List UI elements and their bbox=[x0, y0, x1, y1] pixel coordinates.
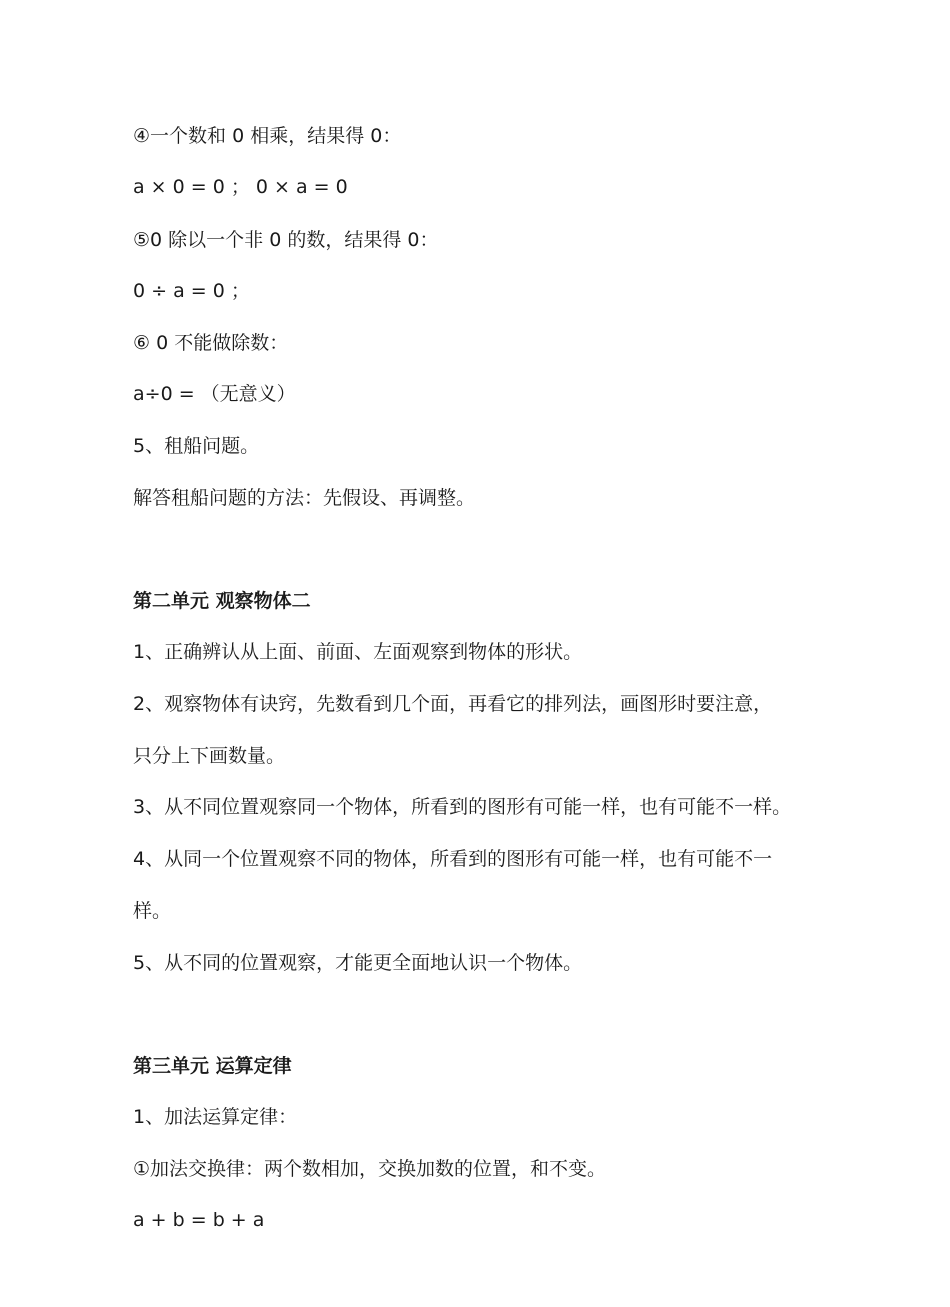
unit2-heading: 第二单元 观察物体二 bbox=[133, 590, 311, 612]
unit3-heading: 第三单元 运算定律 bbox=[133, 1055, 292, 1077]
boat-problem-method: 解答租船问题的方法：先假设、再调整。 bbox=[133, 487, 476, 509]
unit2-paragraph-4b: 样。 bbox=[133, 900, 172, 922]
item5-formula: 0 ÷ a = 0 ； bbox=[133, 280, 250, 302]
item6-title: ⑥ 0 不能做除数： bbox=[133, 332, 289, 354]
item4-formula: a × 0 = 0 ； 0 × a = 0 bbox=[133, 176, 348, 198]
unit3-paragraph-2: ①加法交换律：两个数相加，交换加数的位置，和不变。 bbox=[133, 1158, 607, 1180]
unit2-paragraph-5: 5、从不同的位置观察，才能更全面地认识一个物体。 bbox=[133, 952, 583, 974]
unit2-paragraph-4a: 4、从同一个位置观察不同的物体，所看到的图形有可能一样，也有可能不一 bbox=[133, 848, 773, 870]
unit2-paragraph-1: 1、正确辨认从上面、前面、左面观察到物体的形状。 bbox=[133, 641, 583, 663]
item5-title: ⑤0 除以一个非 0 的数，结果得 0： bbox=[133, 229, 439, 251]
unit3-paragraph-1: 1、加法运算定律： bbox=[133, 1106, 298, 1128]
unit2-paragraph-2b: 只分上下画数量。 bbox=[133, 745, 286, 767]
item4-title: ④一个数和 0 相乘，结果得 0： bbox=[133, 125, 402, 147]
boat-problem-title: 5、租船问题。 bbox=[133, 435, 260, 457]
unit2-paragraph-3: 3、从不同位置观察同一个物体，所看到的图形有可能一样，也有可能不一样。 bbox=[133, 796, 792, 818]
unit2-paragraph-2a: 2、观察物体有诀窍，先数看到几个面，再看它的排列法，画图形时要注意， bbox=[133, 693, 773, 715]
item6-formula: a÷0 = （无意义） bbox=[133, 383, 296, 405]
unit3-formula: a + b = b + a bbox=[133, 1209, 265, 1231]
